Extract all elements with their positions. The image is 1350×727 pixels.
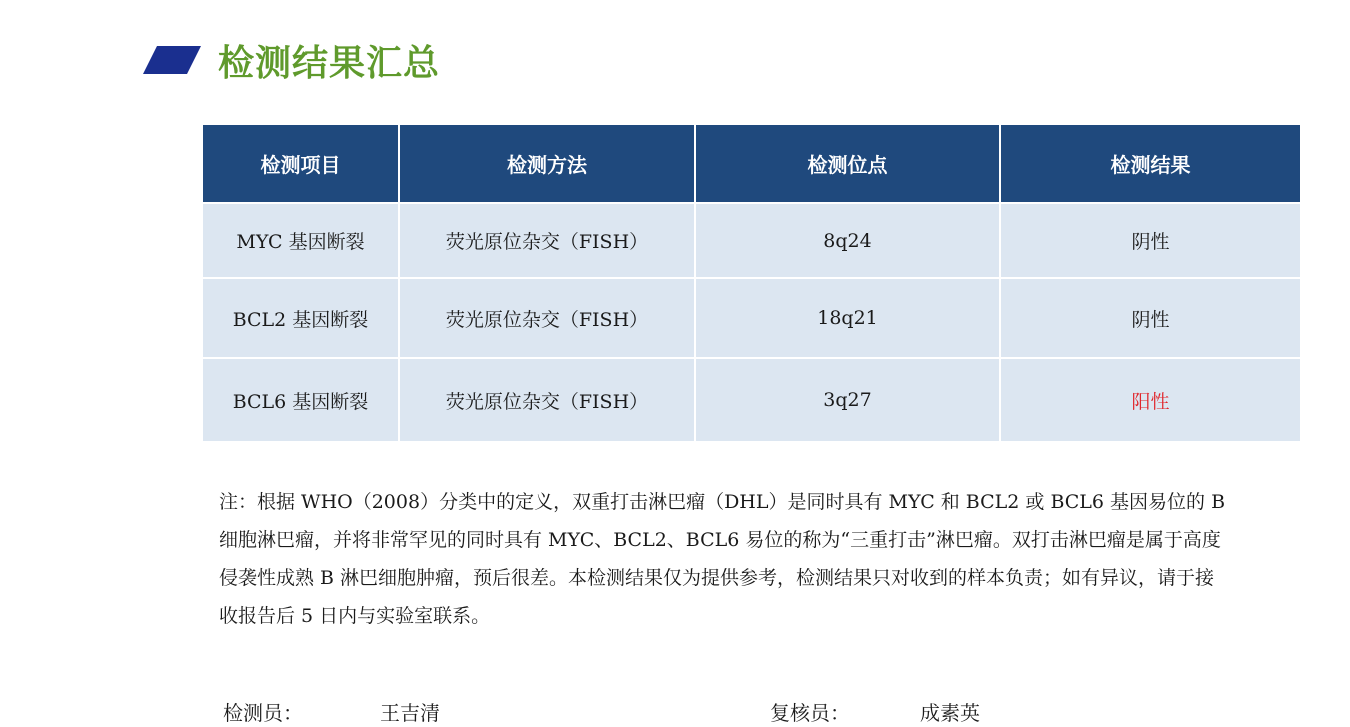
cell-item: BCL6 基因断裂 (202, 358, 399, 442)
note-paragraph: 注：根据 WHO（2008）分类中的定义，双重打击淋巴瘤（DHL）是同时具有 MYC 和 BCL2 或 BCL6 基因易位的 B 细胞淋巴瘤，并将非常罕见的同时具有 MYC、BCL2、BCL6 易位的称为“三重打击”淋巴瘤。双打击淋巴瘤是属于高度侵袭性成熟 B 淋巴细胞肿瘤，预后很差。本检测结果仅为提供参考，检测结果只对收到的样本负责；如有异议，请于接收报告后 5 日内与实验室联系。 (219, 491, 1226, 627)
cell-method: 荧光原位杂交（FISH） (399, 278, 695, 358)
table-row (202, 203, 1301, 278)
tester-name: 王吉清 (380, 701, 440, 725)
cell-locus: 18q21 (695, 278, 1000, 358)
cell-result-positive: 阳性 (1000, 358, 1301, 442)
cell-result: 阴性 (1000, 203, 1301, 278)
cell-method: 荧光原位杂交（FISH） (399, 358, 695, 442)
cell-item: BCL2 基因断裂 (202, 278, 399, 358)
section-title: 检测结果汇总 (218, 42, 441, 84)
column-header-item: 检测项目 (202, 124, 399, 203)
tester-label: 检测员： (223, 701, 303, 725)
column-header-result: 检测结果 (1000, 124, 1301, 203)
reviewer-name: 成素英 (920, 701, 980, 725)
cell-method: 荧光原位杂交（FISH） (399, 203, 695, 278)
reviewer-label: 复核员： (770, 701, 850, 725)
cell-item: MYC 基因断裂 (202, 203, 399, 278)
cell-result: 阴性 (1000, 278, 1301, 358)
signature-line (223, 697, 1123, 727)
table-row (202, 358, 1301, 442)
table-header-row (202, 124, 1301, 203)
table-row (202, 278, 1301, 358)
section-header (143, 32, 440, 88)
cell-locus: 3q27 (695, 358, 1000, 442)
cell-locus: 8q24 (695, 203, 1000, 278)
column-header-method: 检测方法 (399, 124, 695, 203)
column-header-locus: 检测位点 (695, 124, 1000, 203)
results-table (201, 123, 1302, 443)
section-marker-icon (143, 46, 201, 74)
